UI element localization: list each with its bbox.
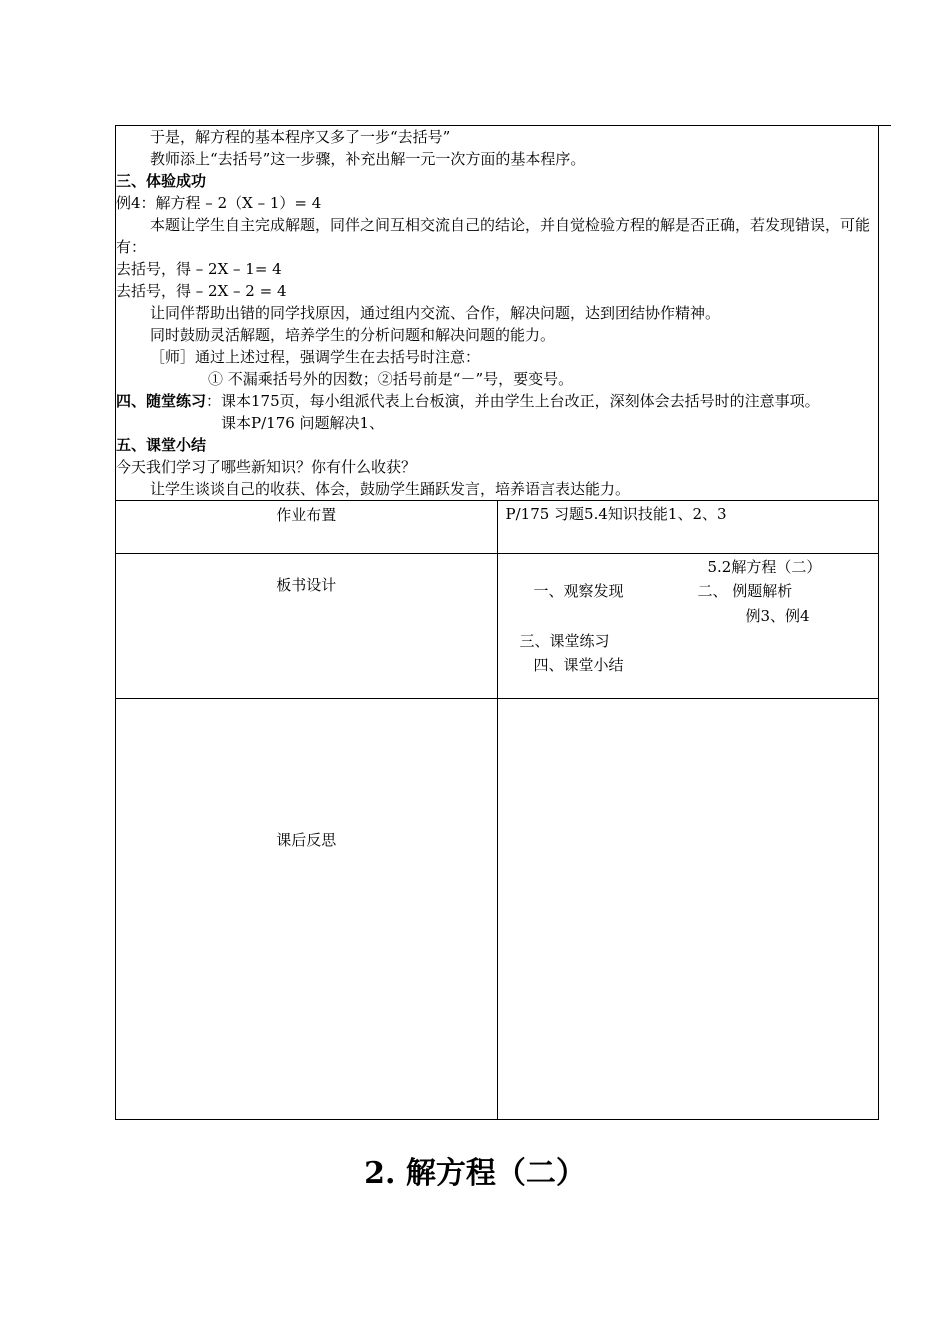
- homework-row: [116, 501, 879, 554]
- lesson-plan-table: [115, 125, 879, 1120]
- section-heading: 三、体验成功: [116, 172, 207, 190]
- paragraph: [116, 214, 878, 258]
- board-design-label: 板书设计: [116, 554, 498, 699]
- example-line: 例4：解方程 – 2（X – 1）= 4: [116, 194, 322, 212]
- board-item: 一、观察发现: [533, 582, 624, 600]
- paragraph: 让学生谈谈自己的收获、体会，鼓励学生踊跃发言，培养语言表达能力。: [150, 480, 631, 498]
- footer-title: 2. 解方程（二）: [364, 1156, 586, 1191]
- error-line: 去括号，得 – 2X – 2 = 4: [116, 282, 287, 300]
- board-design-cell: [497, 554, 879, 699]
- question-line: 今天我们学习了哪些新知识？你有什么收获？: [116, 458, 417, 476]
- board-design-row: [116, 554, 879, 699]
- board-title: 5.2解方程（二）: [707, 558, 822, 576]
- board-item: 二、 例题解析: [697, 582, 793, 600]
- lesson-process-row: [116, 126, 879, 501]
- points-line: ① 不漏乘括号外的因数；②括号前是“－”号，要变号。: [208, 370, 574, 388]
- text-line: 教师添上“去括号”这一步骤，补充出解一元一次方面的基本程序。: [150, 150, 586, 168]
- homework-label: 作业布置: [116, 501, 498, 554]
- error-line: 去括号，得 – 2X – 1= 4: [116, 260, 282, 278]
- section-heading: 四、随堂练习: [116, 392, 207, 410]
- corner-mark: [879, 125, 891, 126]
- reflection-label: 课后反思: [116, 699, 498, 1120]
- text-line: 于是，解方程的基本程序又多了一步“去括号”: [150, 128, 451, 146]
- lesson-process-cell: [116, 126, 879, 501]
- practice-line: 课本P/176 问题解决1、: [221, 414, 385, 432]
- reflection-row: [116, 699, 879, 1120]
- teacher-line: ［师］通过上述过程，强调学生在去括号时注意：: [150, 348, 481, 366]
- practice-paragraph: [116, 390, 878, 412]
- homework-text: P/175 习题5.4知识技能1、2、3: [497, 501, 879, 554]
- practice-text: ：课本175页，每小组派代表上台板演，并由学生上台改正，深刻体会去括号时的注意事项。: [206, 392, 820, 410]
- reflection-cell: [497, 699, 879, 1120]
- board-item: 四、课堂小结: [533, 656, 624, 674]
- section-heading: 五、课堂小结: [116, 436, 207, 454]
- board-subitem: 例3、例4: [745, 607, 810, 625]
- board-item: 三、课堂练习: [519, 632, 610, 650]
- paragraph-text: 本题让学生自主完成解题，同伴之间互相交流自己的结论，并自觉检验方程的解是否正确，若发现错误，可能有：: [116, 216, 871, 256]
- paragraph: 同时鼓励灵活解题，培养学生的分析问题和解决问题的能力。: [150, 326, 556, 344]
- paragraph: 让同伴帮助出错的同学找原因，通过组内交流、合作，解决问题，达到团结协作精神。: [150, 304, 721, 322]
